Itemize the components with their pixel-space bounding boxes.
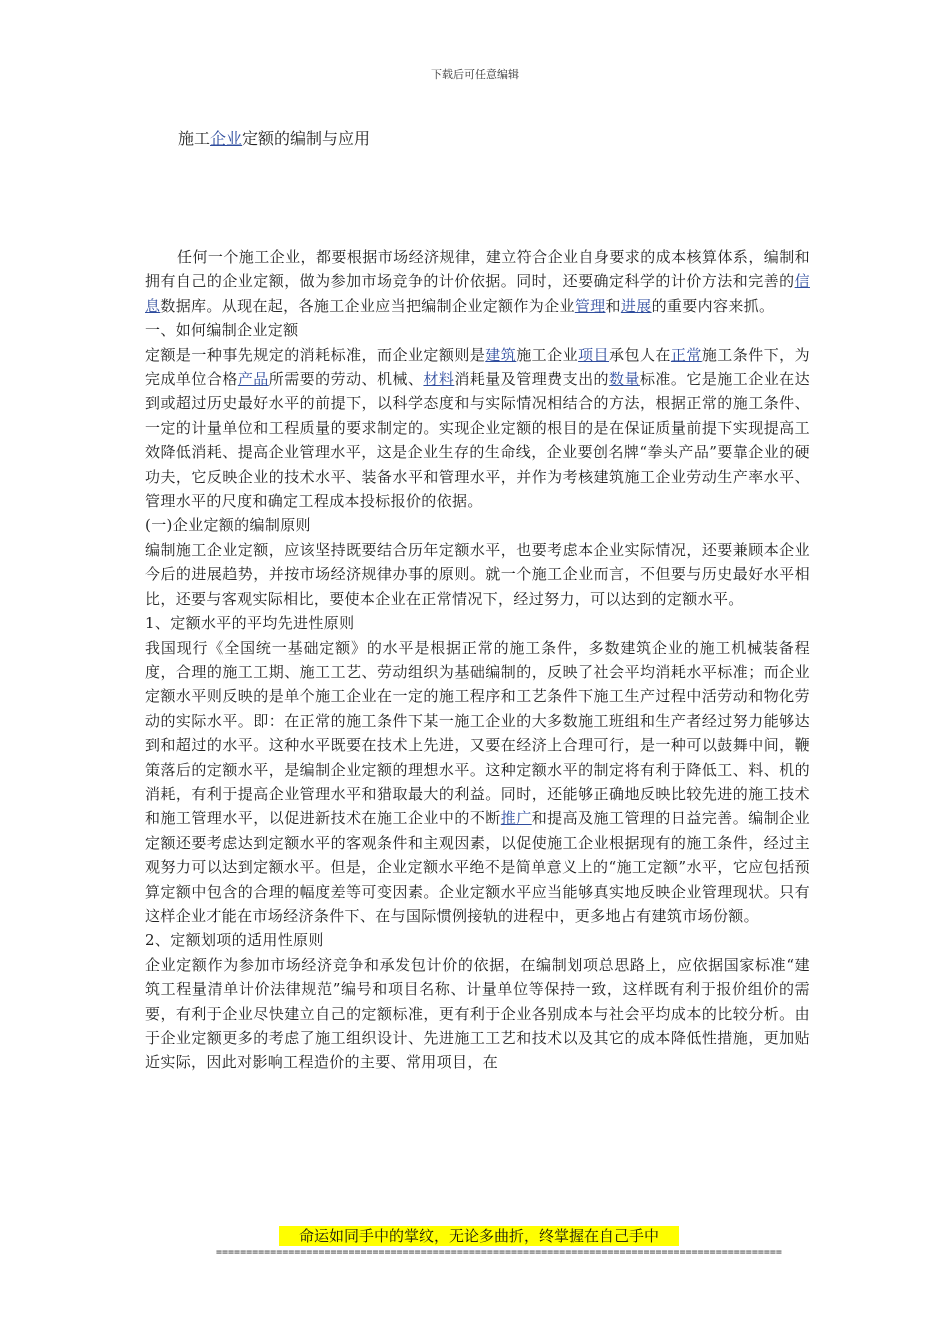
heading-1: 一、如何编制企业定额: [145, 321, 299, 340]
def-text-5: 所需要的劳动、机械、: [268, 370, 424, 389]
heading-4: 2、定额划项的适用性原则: [145, 931, 324, 950]
link-cailiao[interactable]: 材料: [423, 370, 455, 389]
link-zhengchang[interactable]: 正常: [670, 345, 702, 364]
document-body: [145, 245, 810, 1075]
intro-paragraph: [145, 245, 810, 318]
def-text-6: 消耗量及管理费支出的: [454, 370, 610, 389]
link-chanpin[interactable]: 产品: [237, 370, 269, 389]
intro-text-2: 数据库。从现在起，各施工企业应当把编制企业定额作为企业: [160, 296, 575, 315]
title-prefix: 施工: [178, 129, 211, 148]
link-xinxi[interactable]: 信息: [145, 272, 810, 315]
def-text-2: 施工企业: [516, 345, 579, 364]
link-xiangmu[interactable]: 项目: [578, 345, 610, 364]
title-suffix: 定额的编制与应用: [242, 129, 371, 148]
p3-text-1: 我国现行《全国统一基础定额》的水平是根据正常的施工条件，多数建筑企业的施工机械装备程度，合理的施工工期、施工工艺、劳动组织为基础编制的，反映了社会平均消耗水平标准；而企业定额水平则反映的是单个施工企业在一定的施工程序和工艺条件下施工生产过程中活劳动和物化劳动的实际水平。即：在正常的施工条件下某一施工企业的大多数施工班组和生产者经过努力能够达到和超过的水平。这种水平既要在技术上先进，又要在经济上合理可行，是一种可以鼓舞中间，鞭策落后的定额水平，是编制企业定额的理想水平。这种定额水平的制定将有利于降低工、料、机的消耗，有利于提高企业管理水平和猎取最大的利益。同时，还能够正确地反映比较先进的施工技术和施工管理水平，以促进新技术在施工企业中的不断: [145, 638, 810, 828]
def-text-7: 标准。它是施工企业在达到或超过历史最好水平的前提下，以科学态度和与实际情况相结合的方法，根据正常的施工条件、一定的计量单位和工程质量的要求制定的。实现企业定额的根目的是在保证质量前提下实现提高工效降低消耗、提高企业管理水平，这是企业生存的生命线，企业要创名牌“拳头产品”要靠企业的硬功夫，它反映企业的技术水平、装备水平和管理水平，并作为考核建筑施工企业劳动生产率水平、管理水平的尺度和确定工程成本投标报价的依据。: [145, 370, 810, 511]
def-text-1: 定额是一种事先规定的消耗标准，而企业定额则是: [145, 345, 486, 364]
link-tuiguang[interactable]: 推广: [500, 809, 532, 828]
principle-paragraph: 编制施工企业定额，应该坚持既要结合历年定额水平，也要考虑本企业实际情况，还要兼顾本企业今后的进展趋势，并按市场经济规律办事的原则。就一个施工企业而言，不但要与历史最好水平相比，还要与客观实际相比，要使本企业在正常情况下，经过努力，可以达到的定额水平。: [145, 540, 810, 608]
link-shuliang[interactable]: 数量: [609, 370, 640, 389]
p3-text-2: 和提高及施工管理的日益完善。编制企业定额还要考虑达到定额水平的客观条件和主观因素，以促使施工企业根据现有的施工条件，经过主观努力可以达到定额水平。但是，企业定额水平绝不是简单意义上的“施工定额”水平，它应包括预算定额中包含的合理的幅度差等可变因素。企业定额水平应当能够真实地反映企业管理现状。只有这样企业才能在市场经济条件下、在与国际惯例接轨的进程中，更多地占有建筑市场份额。: [145, 809, 810, 925]
document-title: [178, 126, 370, 149]
heading-2: (一)企业定额的编制原则: [145, 516, 311, 535]
heading-3: 1、定额水平的平均先进性原则: [145, 614, 355, 633]
link-jinzhan[interactable]: 进展: [620, 296, 652, 315]
intro-text-4: 的重要内容来抓。: [651, 296, 775, 315]
applicability-paragraph: 企业定额作为参加市场经济竞争和承发包计价的依据，在编制划项总思路上，应依据国家标准“建筑工程量清单计价法律规范”编号和项目名称、计量单位等保持一致，这样既有利于报价组价的需要，有利于企业尽快建立自己的定额标准，更有利于企业各别成本与社会平均成本的比较分析。由于企业定额更多的考虑了施工组织设计、先进施工工艺和技术以及其它的成本降低性措施，更加贴近实际，因此对影响工程造价的主要、常用项目，在: [145, 955, 810, 1072]
footer-banner: 命运如同手中的掌纹，无论多曲折，终掌握在自己手中: [279, 1226, 679, 1246]
footer-divider: ==============================================================================================: [216, 1247, 782, 1258]
definition-paragraph: [145, 343, 810, 514]
average-advanced-paragraph: [145, 636, 810, 929]
def-text-3: 承包人在: [609, 345, 671, 364]
intro-text-3: 和: [605, 296, 621, 315]
link-jianzhu[interactable]: 建筑: [485, 345, 517, 364]
link-guanli[interactable]: 管理: [574, 296, 606, 315]
title-link-qiye[interactable]: 企业: [210, 129, 243, 148]
intro-text-1: 任何一个施工企业，都要根据市场经济规律，建立符合企业自身要求的成本核算体系，编制和拥有自己的企业定额，做为参加市场竞争的计价依据。同时，还要确定科学的计价方法和完善的: [145, 248, 810, 291]
def-text-4: 施工条件下，为完成单位合格: [145, 345, 810, 389]
header-note: 下载后可任意编辑: [431, 68, 519, 81]
